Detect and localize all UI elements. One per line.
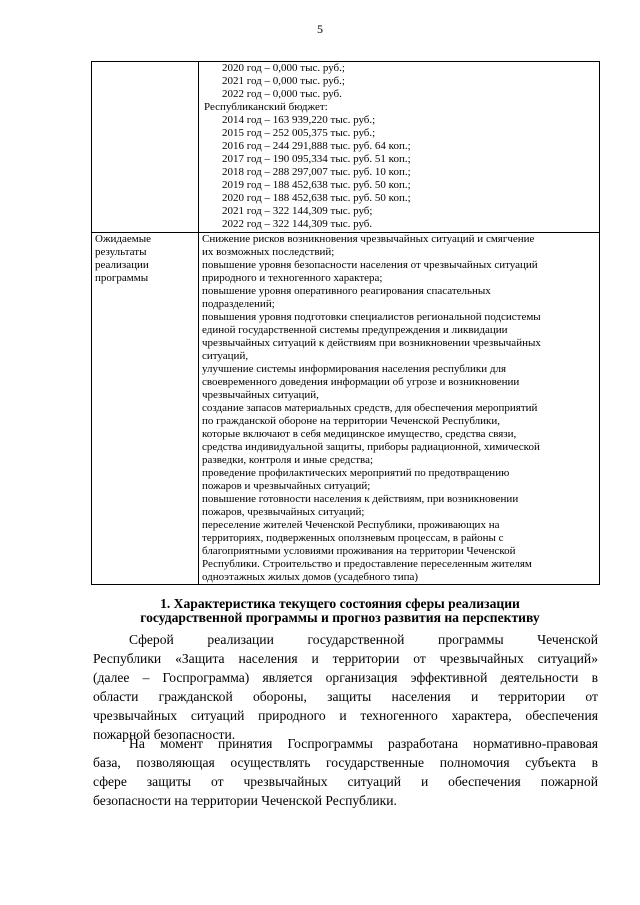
finance-line: 2014 год – 163 939,220 тыс. руб.;	[222, 114, 376, 126]
expected-results-text	[199, 233, 600, 585]
section-heading-line: государственной программы и прогноз развития на перспективу	[140, 610, 540, 625]
result-line: разведки, контроля и иные средства;	[202, 454, 374, 466]
result-line: одноэтажных жилых домов (усадебного типа)	[202, 571, 419, 583]
paragraph-line: чрезвычайных ситуаций природного и техногенного характера, обеспечения	[93, 708, 598, 723]
paragraph-line: На момент принятия Госпрограммы разработана нормативно-правовая	[129, 736, 598, 751]
paragraph-line: Сферой реализации государственной программы Чеченской	[129, 632, 598, 647]
result-line: природного и техногенного характера;	[202, 272, 383, 284]
finance-line: 2022 год – 322 144,309 тыс. руб.	[222, 218, 373, 230]
paragraph-line: области гражданской обороны, защиты населения и территории от	[93, 689, 598, 704]
result-line: переселение жителей Чеченской Республики, проживающих на	[202, 519, 500, 531]
finance-line: 2022 год – 0,000 тыс. руб.	[222, 88, 342, 100]
result-line: своевременного доведения информации об угрозе и возникновении	[202, 376, 520, 388]
result-line: средства индивидуальной защиты, приборы радиационной, химической	[202, 441, 540, 453]
paragraph-line: (далее – Госпрограмма) является организация эффективной деятельности в	[93, 670, 598, 685]
result-line: подразделений;	[202, 298, 275, 310]
result-line: пожаров и чрезвычайных ситуаций;	[202, 480, 371, 492]
expected-results-label: Ожидаемые результаты реализации программы	[92, 233, 199, 585]
result-line: единой государственной системы предупреждения и ликвидации	[202, 324, 508, 336]
table-row-financing	[92, 62, 600, 233]
paragraph-line: пожарной безопасности.	[93, 727, 236, 742]
program-passport-table	[91, 61, 600, 585]
finance-line: 2021 год – 0,000 тыс. руб.;	[222, 75, 345, 87]
result-line: улучшение системы информирования населения республики для	[202, 363, 507, 375]
financing-cell	[199, 62, 600, 233]
result-line: повышение готовности населения к действиям, при возникновении	[202, 493, 519, 505]
result-line: чрезвычайных ситуаций к действиям при возникновении чрезвычайных	[202, 337, 541, 349]
result-line: по гражданской обороне на территории Чеченской Республики,	[202, 415, 500, 427]
result-line: повышение уровня безопасности населения от чрезвычайных ситуаций	[202, 259, 538, 271]
result-line: повышения уровня подготовки специалистов региональной подсистемы	[202, 311, 541, 323]
paragraph-line: сфере защиты от чрезвычайных ситуаций и обеспечения пожарной	[93, 774, 598, 789]
finance-line: 2016 год – 244 291,888 тыс. руб. 64 коп.;	[222, 140, 411, 152]
table-row-expected-results	[92, 233, 600, 585]
paragraph-scope	[93, 630, 598, 744]
result-line: их возможных последствий;	[202, 246, 335, 258]
result-line: Республики. Строительство и предоставление переселенным жителям	[202, 558, 532, 570]
republic-budget-heading: Республиканский бюджет:	[204, 101, 328, 113]
finance-line: 2015 год – 252 005,375 тыс. руб.;	[222, 127, 376, 139]
finance-line: 2018 год – 288 297,007 тыс. руб. 10 коп.;	[222, 166, 411, 178]
result-line: проведение профилактических мероприятий по предотвращению	[202, 467, 510, 479]
finance-line: 2019 год – 188 452,638 тыс. руб. 50 коп.;	[222, 179, 411, 191]
page-number: 5	[317, 22, 323, 36]
finance-line: 2017 год – 190 095,334 тыс. руб. 51 коп.;	[222, 153, 411, 165]
paragraph-line: безопасности на территории Чеченской Республики.	[93, 793, 397, 808]
result-line: Снижение рисков возникновения чрезвычайных ситуаций и смягчение	[202, 233, 535, 245]
paragraph-line: Республики «Защита населения и территории от чрезвычайных ситуаций»	[93, 651, 598, 666]
finance-line: 2020 год – 0,000 тыс. руб.;	[222, 62, 345, 74]
result-line: ситуаций,	[202, 350, 249, 362]
finance-line: 2020 год – 188 452,638 тыс. руб. 50 коп.;	[222, 192, 411, 204]
result-line: благоприятными условиями проживания на территории Чеченской	[202, 545, 516, 557]
section-heading	[60, 597, 620, 625]
section-heading-line: 1. Характеристика текущего состояния сферы реализации	[160, 596, 520, 611]
result-line: чрезвычайных ситуаций,	[202, 389, 319, 401]
result-line: которые включают в себя медицинское имущество, средства связи,	[202, 428, 517, 440]
result-line: территориях, подверженных оползневым процессам, в районы с	[202, 532, 504, 544]
finance-line: 2021 год – 322 144,309 тыс. руб;	[222, 205, 373, 217]
result-line: повышение уровня оперативного реагирования спасательных	[202, 285, 491, 297]
result-line: пожаров, чрезвычайных ситуаций;	[202, 506, 365, 518]
paragraph-legal-base	[93, 734, 598, 810]
paragraph-line: база, позволяющая осуществлять государственные полномочия субъекта в	[93, 755, 598, 770]
financing-label-cell	[92, 62, 199, 233]
result-line: создание запасов материальных средств, для обеспечения мероприятий	[202, 402, 538, 414]
